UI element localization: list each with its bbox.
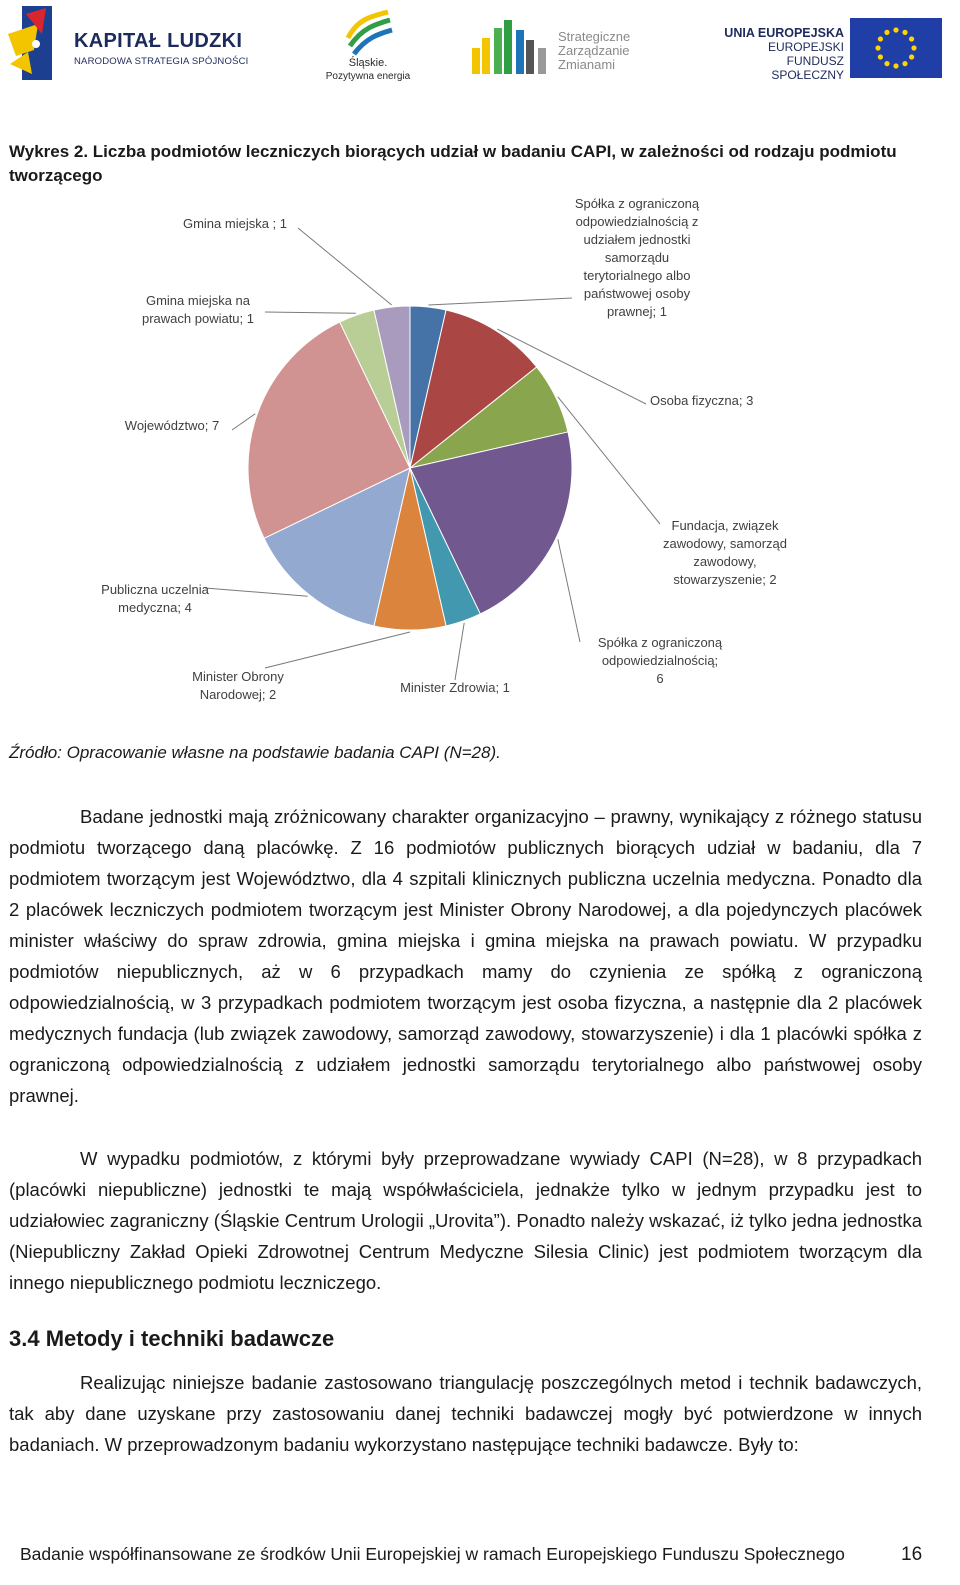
page-number: 16 [901, 1544, 923, 1565]
footer-text: Badanie współfinansowane ze środków Unii Europejskiej w ramach Europejskiego Funduszu Społecznego [20, 1544, 845, 1564]
pie-slice-label: Spółka z ograniczoną odpowiedzialnością z udziałem jednostki samorządu terytorialnego albo państwowej osoby prawnej; 1 [574, 196, 700, 319]
slaskie-slogan: Pozytywna energia [325, 71, 411, 82]
pie-leader-line [298, 228, 392, 305]
eu-star-icon [911, 45, 916, 50]
slaskie-name: Śląskie. [348, 57, 388, 69]
unia-europejska-logo [722, 18, 947, 80]
figure-caption: Wykres 2. Liczba podmiotów leczniczych biorących udział w badaniu CAPI, w zależności od rodzaju podmiotu tworzącego [9, 142, 897, 185]
kapital-ludzki-emblem-icon [8, 4, 68, 84]
paragraph-3: Realizując niniejsze badanie zastosowano triangulację poszczególnych metod i technik badawczych, tak aby dane uzyskane przy zastosowaniu danej techniki badawczej mogły być potwierdzone w innych badaniach. W przeprowadzonym badaniu wykorzystano następujące techniki badawcze. Były to: [9, 1372, 922, 1455]
eu-star-icon [902, 30, 907, 35]
kapital-ludzki-logo [8, 4, 253, 84]
paragraph-2: W wypadku podmiotów, z którymi były przeprowadzane wywiady CAPI (N=28), w 8 przypadkach (placówki niepubliczne) jednostki te mają współwłaściciela, jednakże tylko w jednym przypadku jest to udziałowiec zagraniczny (Śląskie Centrum Urologii „Urovita”). Ponadto należy wskazać, iż tylko jedna jednostka (Niepubliczny Zakład Opieki Zdrowotnej Centrum Medyczne Silesia Clinic) jest podmiotem tworzącym dla innego niepublicznego podmiotu leczniczego. [9, 1148, 922, 1293]
pie-leader-line [232, 414, 255, 430]
pie-slice-label: Minister Obrony Narodowej; 2 [192, 669, 284, 702]
pie-slice-label: Minister Zdrowia; 1 [400, 680, 510, 695]
section-title: 3.4 Metody i techniki badawcze [9, 1326, 335, 1351]
pie-leader-line [558, 539, 580, 642]
header-logos [0, 0, 960, 90]
kapital-ludzki-subtitle: NARODOWA STRATEGIA SPÓJNOŚCI [74, 56, 249, 67]
pie-leader-line [205, 588, 308, 596]
pie-slice-label: Osoba fizyczna; 3 [650, 393, 754, 408]
eu-star-icon [909, 36, 914, 41]
pie-slice-label: Gmina miejska na prawach powiatu; 1 [141, 293, 255, 326]
pie-slice-label: Gmina miejska ; 1 [182, 216, 288, 231]
pie-slice-label: Spółka z ograniczoną odpowiedzialnością; 6 [597, 635, 723, 686]
pie-leader-line [428, 298, 572, 305]
slaskie-logo [318, 8, 418, 88]
strategiczne-zarzadzanie-logo [468, 18, 668, 78]
pie-slice-label: Publiczna uczelnia medyczna; 4 [101, 582, 209, 615]
pie-slice-label: Województwo; 7 [124, 418, 220, 433]
szz-bars-icon [468, 18, 558, 78]
pie-chart [0, 190, 960, 710]
pie-leader-line [265, 632, 410, 668]
pie-leader-line [455, 623, 464, 680]
figure-source: Źródło: Opracowanie własne na podstawie badania CAPI (N=28). [9, 743, 501, 762]
paragraph-1: Badane jednostki mają zróżnicowany charakter organizacyjno – prawny, wynikający z różnego statusu podmiotu tworzącego daną placówkę. Z 16 podmiotów publicznych biorących udział w badaniu, dla 7 podmiotem tworzącym jest Województwo, dla 4 szpitali klinicznych publiczna uczelnia medyczna. Ponadto dla 2 placówek leczniczych podmiotem tworzącym jest Minister Obrony Narodowej, a dla pojedynczych placówek minister właściwy do spraw zdrowia, gmina miejska i gmina miejska na prawach powiatu. W przypadku podmiotów niepublicznych, aż w 6 przypadkach mamy do czynienia ze spółką z ograniczoną odpowiedzialnością, w 3 przypadkach podmiotem tworzącym jest osoba fizyczna, a następnie dla 2 placówek medycznych fundacja (lub związek zawodowy, samorząd zawodowy, stowarzyszenie) i dla 1 placówki spółka z ograniczoną odpowiedzialnością z udziałem jednostki samorządu terytorialnego albo państwowej osoby prawnej. [9, 806, 922, 1106]
eu-flag-icon [850, 18, 942, 78]
eu-star-icon [902, 61, 907, 66]
ue-text: UNIA EUROPEJSKA EUROPEJSKI FUNDUSZ SPOŁECZNY [724, 26, 844, 82]
eu-star-icon [875, 45, 880, 50]
szz-text: Strategiczne Zarządzanie Zmianami [558, 29, 631, 72]
slaskie-emblem-icon [318, 8, 418, 56]
eu-star-icon [878, 54, 883, 59]
eu-star-icon [893, 63, 898, 68]
eu-star-icon [893, 27, 898, 32]
pie-leader-line [558, 397, 660, 524]
eu-star-icon [884, 61, 889, 66]
kapital-ludzki-title: KAPITAŁ LUDZKI [74, 30, 243, 52]
pie-slice-label: Fundacja, związek zawodowy, samorząd zawodowy, stowarzyszenie; 2 [662, 518, 788, 587]
pie-leader-line [265, 312, 356, 313]
eu-star-icon [909, 54, 914, 59]
eu-star-icon [878, 36, 883, 41]
eu-star-icon [884, 30, 889, 35]
